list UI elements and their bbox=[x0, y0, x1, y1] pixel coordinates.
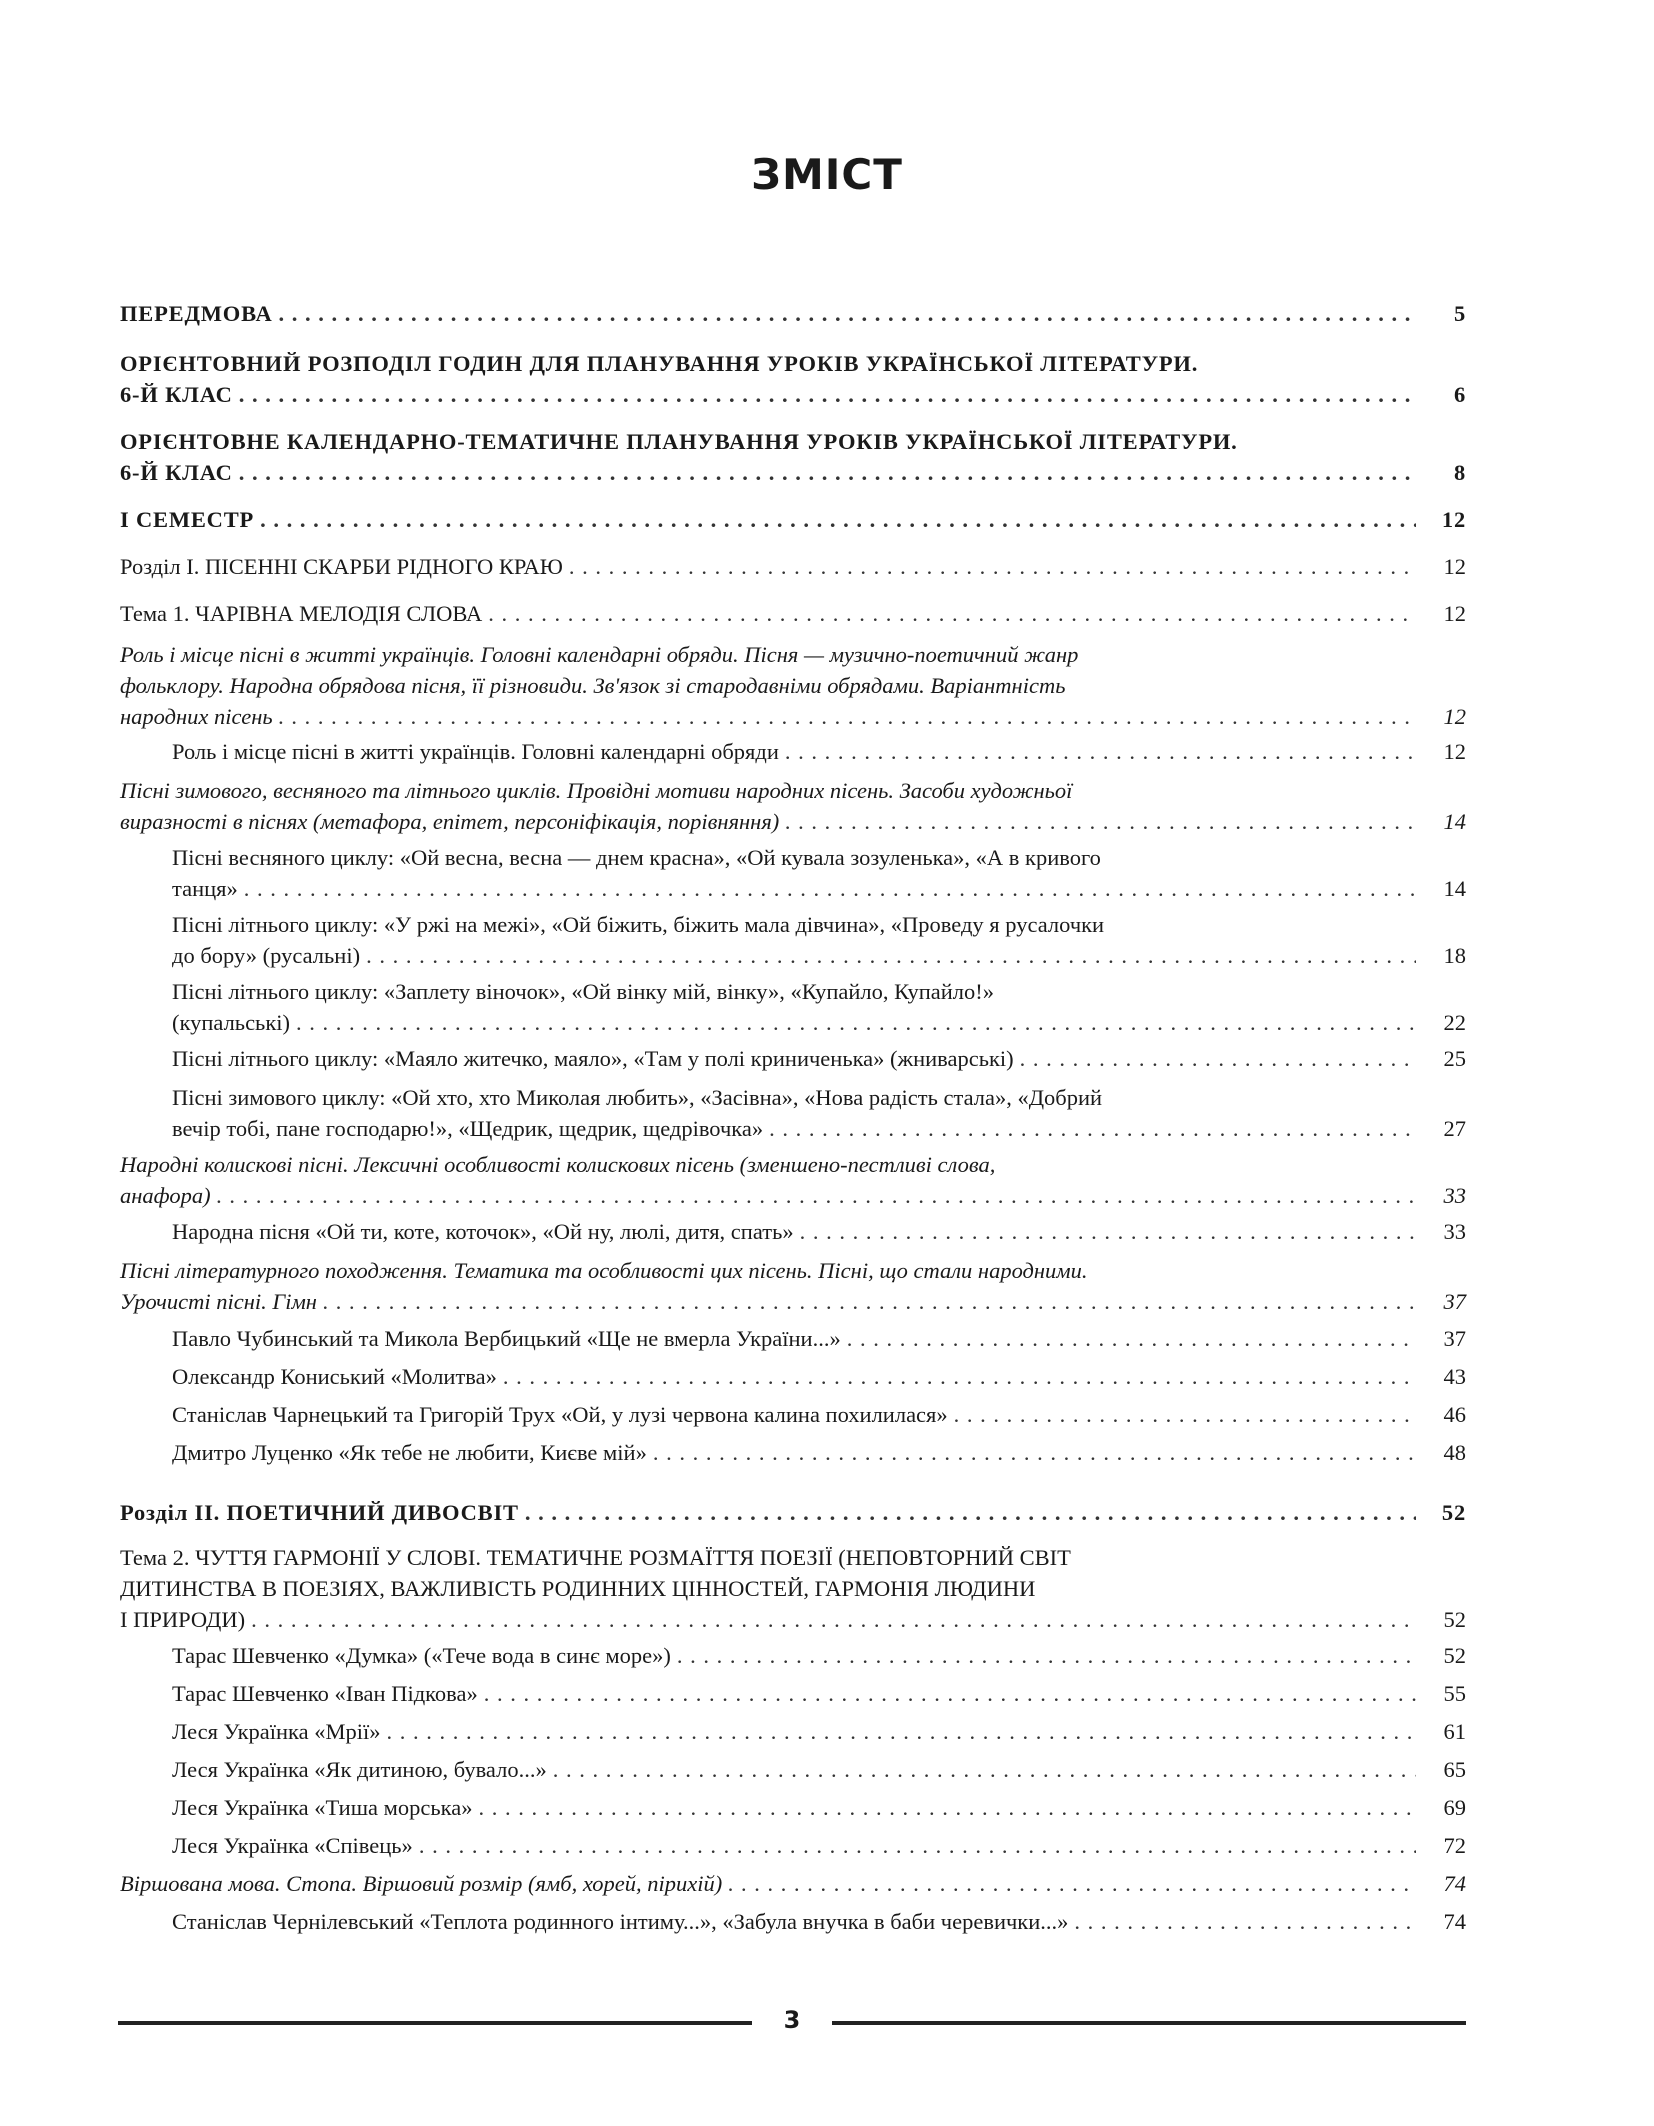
toc-page-number: 74 bbox=[1443, 1909, 1466, 1934]
toc-page-number: 12 bbox=[1441, 507, 1466, 532]
toc-page-number: 14 bbox=[1443, 876, 1466, 901]
toc-entry-section-2[interactable] bbox=[120, 1497, 1466, 1528]
toc-page-number: 52 bbox=[1443, 1607, 1466, 1632]
page-number: 3 bbox=[783, 2006, 801, 2034]
toc-entry-calendar-rites[interactable] bbox=[120, 736, 1466, 767]
toc-entry-chernilevskyi[interactable] bbox=[120, 1906, 1466, 1937]
toc-entry-summer-songs-rusalni[interactable] bbox=[120, 909, 1466, 971]
toc-entry-title: вечір тобі, пане господарю!», «Щедрик, щедрик, щедрівочка» bbox=[172, 1116, 764, 1141]
toc-entry-title: Тема 1. ЧАРІВНА МЕЛОДІЯ СЛОВА bbox=[120, 601, 483, 626]
toc-entry-line: Пісні літературного походження. Тематика та особливості цих пісень. Пісні, що стали народними. bbox=[120, 1258, 1088, 1283]
toc-page-number: 12 bbox=[1443, 601, 1466, 626]
toc-entry-mrii[interactable] bbox=[120, 1716, 1466, 1747]
toc-page-number: 48 bbox=[1443, 1440, 1466, 1465]
toc-entry-section-1[interactable] bbox=[120, 551, 1466, 582]
toc-entry-line: Пісні літнього циклу: «Заплету віночок», «Ой вінку мій, вінку», «Купайло, Купайло!» bbox=[172, 979, 994, 1004]
toc-entry-line: Народні колискові пісні. Лексичні особливості колискових пісень (зменшено-пестливі слова, bbox=[120, 1152, 996, 1177]
toc-page-number: 18 bbox=[1443, 943, 1466, 968]
toc-page-number: 65 bbox=[1443, 1757, 1466, 1782]
toc-entry-title: І СЕМЕСТР bbox=[120, 507, 255, 532]
toc-entry-title: Розділ І. ПІСЕННІ СКАРБИ РІДНОГО КРАЮ bbox=[120, 554, 563, 579]
toc-entry-seasonal-cycles[interactable] bbox=[120, 775, 1466, 837]
toc-page-number: 55 bbox=[1443, 1681, 1466, 1706]
toc-entry-line: фольклору. Народна обрядова пісня, її різновиди. Зв'язок зі стародавніми обрядами. Варіантність bbox=[120, 673, 1066, 698]
toc-entry-title: Павло Чубинський та Микола Вербицький «Ще не вмерла України...» bbox=[172, 1326, 841, 1351]
toc-entry-ivan-pidkova[interactable] bbox=[120, 1678, 1466, 1709]
toc-entry-line: Тема 2. ЧУТТЯ ГАРМОНІЇ У СЛОВІ. ТЕМАТИЧНЕ РОЗМАЇТТЯ ПОЕЗІЇ (НЕПОВТОРНИЙ СВІТ bbox=[120, 1545, 1071, 1570]
toc-entry-title: до бору» (русальні) bbox=[172, 943, 361, 968]
toc-entry-title: 6-Й КЛАС bbox=[120, 382, 233, 407]
toc-entry-line: Пісні зимового циклу: «Ой хто, хто Миколая любить», «Засівна», «Нова радість стала», «Добрий bbox=[172, 1085, 1103, 1110]
toc-entry-title: Розділ ІІ. ПОЕТИЧНИЙ ДИВОСВІТ bbox=[120, 1500, 519, 1525]
toc-entry-summer-songs-kupalski[interactable] bbox=[120, 976, 1466, 1038]
toc-entry-foreword[interactable] bbox=[120, 298, 1466, 329]
toc-page-number: 43 bbox=[1443, 1364, 1466, 1389]
toc-entry-title: Леся Українка «Мрії» bbox=[172, 1719, 381, 1744]
toc-entry-line: ОРІЄНТОВНЕ КАЛЕНДАРНО-ТЕМАТИЧНЕ ПЛАНУВАННЯ УРОКІВ УКРАЇНСЬКОЇ ЛІТЕРАТУРИ. bbox=[120, 429, 1238, 454]
toc-page-number: 37 bbox=[1443, 1289, 1466, 1314]
toc-page-number: 12 bbox=[1443, 704, 1466, 729]
toc-entry-line: Пісні весняного циклу: «Ой весна, весна — днем красна», «Ой кувала зозуленька», «А в кривого bbox=[172, 845, 1101, 870]
toc-entry-title: Народна пісня «Ой ти, коте, коточок», «Ой ну, люлі, дитя, спать» bbox=[172, 1219, 794, 1244]
toc-entry-title: 6-Й КЛАС bbox=[120, 460, 233, 485]
toc-entry-calendar-planning[interactable] bbox=[120, 426, 1466, 488]
page-title: ЗМІСТ bbox=[751, 150, 903, 199]
toc-entry-dumka[interactable] bbox=[120, 1640, 1466, 1671]
toc-page-number: 74 bbox=[1443, 1871, 1466, 1896]
toc-entry-folk-lullaby[interactable] bbox=[120, 1216, 1466, 1247]
toc-entry-title: народних пісень bbox=[120, 704, 273, 729]
toc-page-number: 6 bbox=[1453, 382, 1466, 407]
toc-entry-title: анафора) bbox=[120, 1183, 211, 1208]
toc-entry-theme-1[interactable] bbox=[120, 598, 1466, 629]
toc-page-number: 8 bbox=[1453, 460, 1466, 485]
toc-page-number: 46 bbox=[1443, 1402, 1466, 1427]
toc-entry-semester-1[interactable] bbox=[120, 504, 1466, 535]
toc-page-number: 69 bbox=[1443, 1795, 1466, 1820]
toc-page-number: 14 bbox=[1443, 809, 1466, 834]
toc-entry-spring-songs[interactable] bbox=[120, 842, 1466, 904]
toc-entry-winter-songs[interactable] bbox=[120, 1082, 1466, 1144]
toc-page-number: 61 bbox=[1443, 1719, 1466, 1744]
toc-entry-kyieve-mii[interactable] bbox=[120, 1437, 1466, 1468]
toc-entry-spivets[interactable] bbox=[120, 1830, 1466, 1861]
toc-entry-title: І ПРИРОДИ) bbox=[120, 1607, 246, 1632]
toc-entry-hours-distribution[interactable] bbox=[120, 348, 1466, 410]
toc-page-number: 22 bbox=[1443, 1010, 1466, 1035]
toc-page-number: 33 bbox=[1443, 1183, 1466, 1208]
toc-entry-title: Дмитро Луценко «Як тебе не любити, Києве мій» bbox=[172, 1440, 647, 1465]
toc-page-number: 12 bbox=[1443, 739, 1466, 764]
toc-entry-title: Урочисті пісні. Гімн bbox=[120, 1289, 317, 1314]
toc-entry-title: Пісні літнього циклу: «Маяло житечко, маяло», «Там у полі криниченька» (жниварські) bbox=[172, 1046, 1014, 1071]
footer-rule-right bbox=[832, 2021, 1466, 2025]
toc-entry-line: Пісні літнього циклу: «У ржі на межі», «Ой біжить, біжить мала дівчина», «Проведу я русалочки bbox=[172, 912, 1105, 937]
toc-entry-title: Тарас Шевченко «Думка» («Тече вода в синє море») bbox=[172, 1643, 671, 1668]
toc-entry-title: Леся Українка «Тиша морська» bbox=[172, 1795, 473, 1820]
toc-page-number: 27 bbox=[1443, 1116, 1466, 1141]
toc-entry-title: Віршована мова. Стопа. Віршовий розмір (ямб, хорей, пірихій) bbox=[120, 1871, 723, 1896]
toc-entry-theme-2[interactable] bbox=[120, 1542, 1466, 1635]
toc-page-number: 37 bbox=[1443, 1326, 1466, 1351]
toc-entry-title: Тарас Шевченко «Іван Підкова» bbox=[172, 1681, 478, 1706]
toc-page-number: 5 bbox=[1453, 301, 1466, 326]
toc-page-number: 33 bbox=[1443, 1219, 1466, 1244]
toc-entry-line: ДИТИНСТВА В ПОЕЗІЯХ, ВАЖЛИВІСТЬ РОДИННИХ ЦІННОСТЕЙ, ГАРМОНІЯ ЛЮДИНИ bbox=[120, 1576, 1036, 1601]
toc-page-number: 12 bbox=[1443, 554, 1466, 579]
toc-entry-title: Станіслав Чарнецький та Григорій Трух «Ой, у лузі червона калина похилилася» bbox=[172, 1402, 948, 1427]
toc-entry-yak-dytynoiu[interactable] bbox=[120, 1754, 1466, 1785]
toc-entry-line: Пісні зимового, весняного та літнього циклів. Провідні мотиви народних пісень. Засоби художньої bbox=[120, 778, 1073, 803]
footer-rule-left bbox=[118, 2021, 752, 2025]
toc-entry-title: Леся Українка «Як дитиною, бувало...» bbox=[172, 1757, 547, 1782]
toc-entry-title: Роль і місце пісні в житті українців. Головні календарні обряди bbox=[172, 739, 779, 764]
toc-entry-title: (купальські) bbox=[172, 1010, 290, 1035]
toc-entry-lullabies[interactable] bbox=[120, 1149, 1466, 1211]
toc-entry-versification[interactable] bbox=[120, 1868, 1466, 1899]
toc-entry-title: Леся Українка «Співець» bbox=[172, 1833, 413, 1858]
toc-entry-chervona-kalyna[interactable] bbox=[120, 1399, 1466, 1430]
toc-entry-title: танця» bbox=[172, 876, 238, 901]
toc-page-number: 52 bbox=[1441, 1500, 1466, 1525]
toc-entry-title: виразності в піснях (метафора, епітет, персоніфікація, порівняння) bbox=[120, 809, 780, 834]
toc-entry-line: Роль і місце пісні в житті українців. Головні календарні обряди. Пісня — музично-поетичний жанр bbox=[120, 642, 1079, 667]
toc-entry-title: Олександр Кониський «Молитва» bbox=[172, 1364, 497, 1389]
toc-page-number: 52 bbox=[1443, 1643, 1466, 1668]
toc-entry-title: ПЕРЕДМОВА bbox=[120, 301, 273, 326]
toc-entry-line: ОРІЄНТОВНИЙ РОЗПОДІЛ ГОДИН ДЛЯ ПЛАНУВАННЯ УРОКІВ УКРАЇНСЬКОЇ ЛІТЕРАТУРИ. bbox=[120, 351, 1199, 376]
toc-page-number: 25 bbox=[1443, 1046, 1466, 1071]
toc-entry-literary-songs[interactable] bbox=[120, 1255, 1466, 1317]
toc-page-number: 72 bbox=[1443, 1833, 1466, 1858]
toc-entry-anthem[interactable] bbox=[120, 1323, 1466, 1354]
toc-entry-tysha-morska[interactable] bbox=[120, 1792, 1466, 1823]
toc-entry-summer-songs-zhnyvarski[interactable] bbox=[120, 1043, 1466, 1074]
toc-entry-song-role[interactable] bbox=[120, 639, 1466, 732]
toc-entry-title: Станіслав Чернілевський «Теплота родинного інтиму...», «Забула внучка в баби черевички...» bbox=[172, 1909, 1069, 1934]
toc-entry-molytva[interactable] bbox=[120, 1361, 1466, 1392]
